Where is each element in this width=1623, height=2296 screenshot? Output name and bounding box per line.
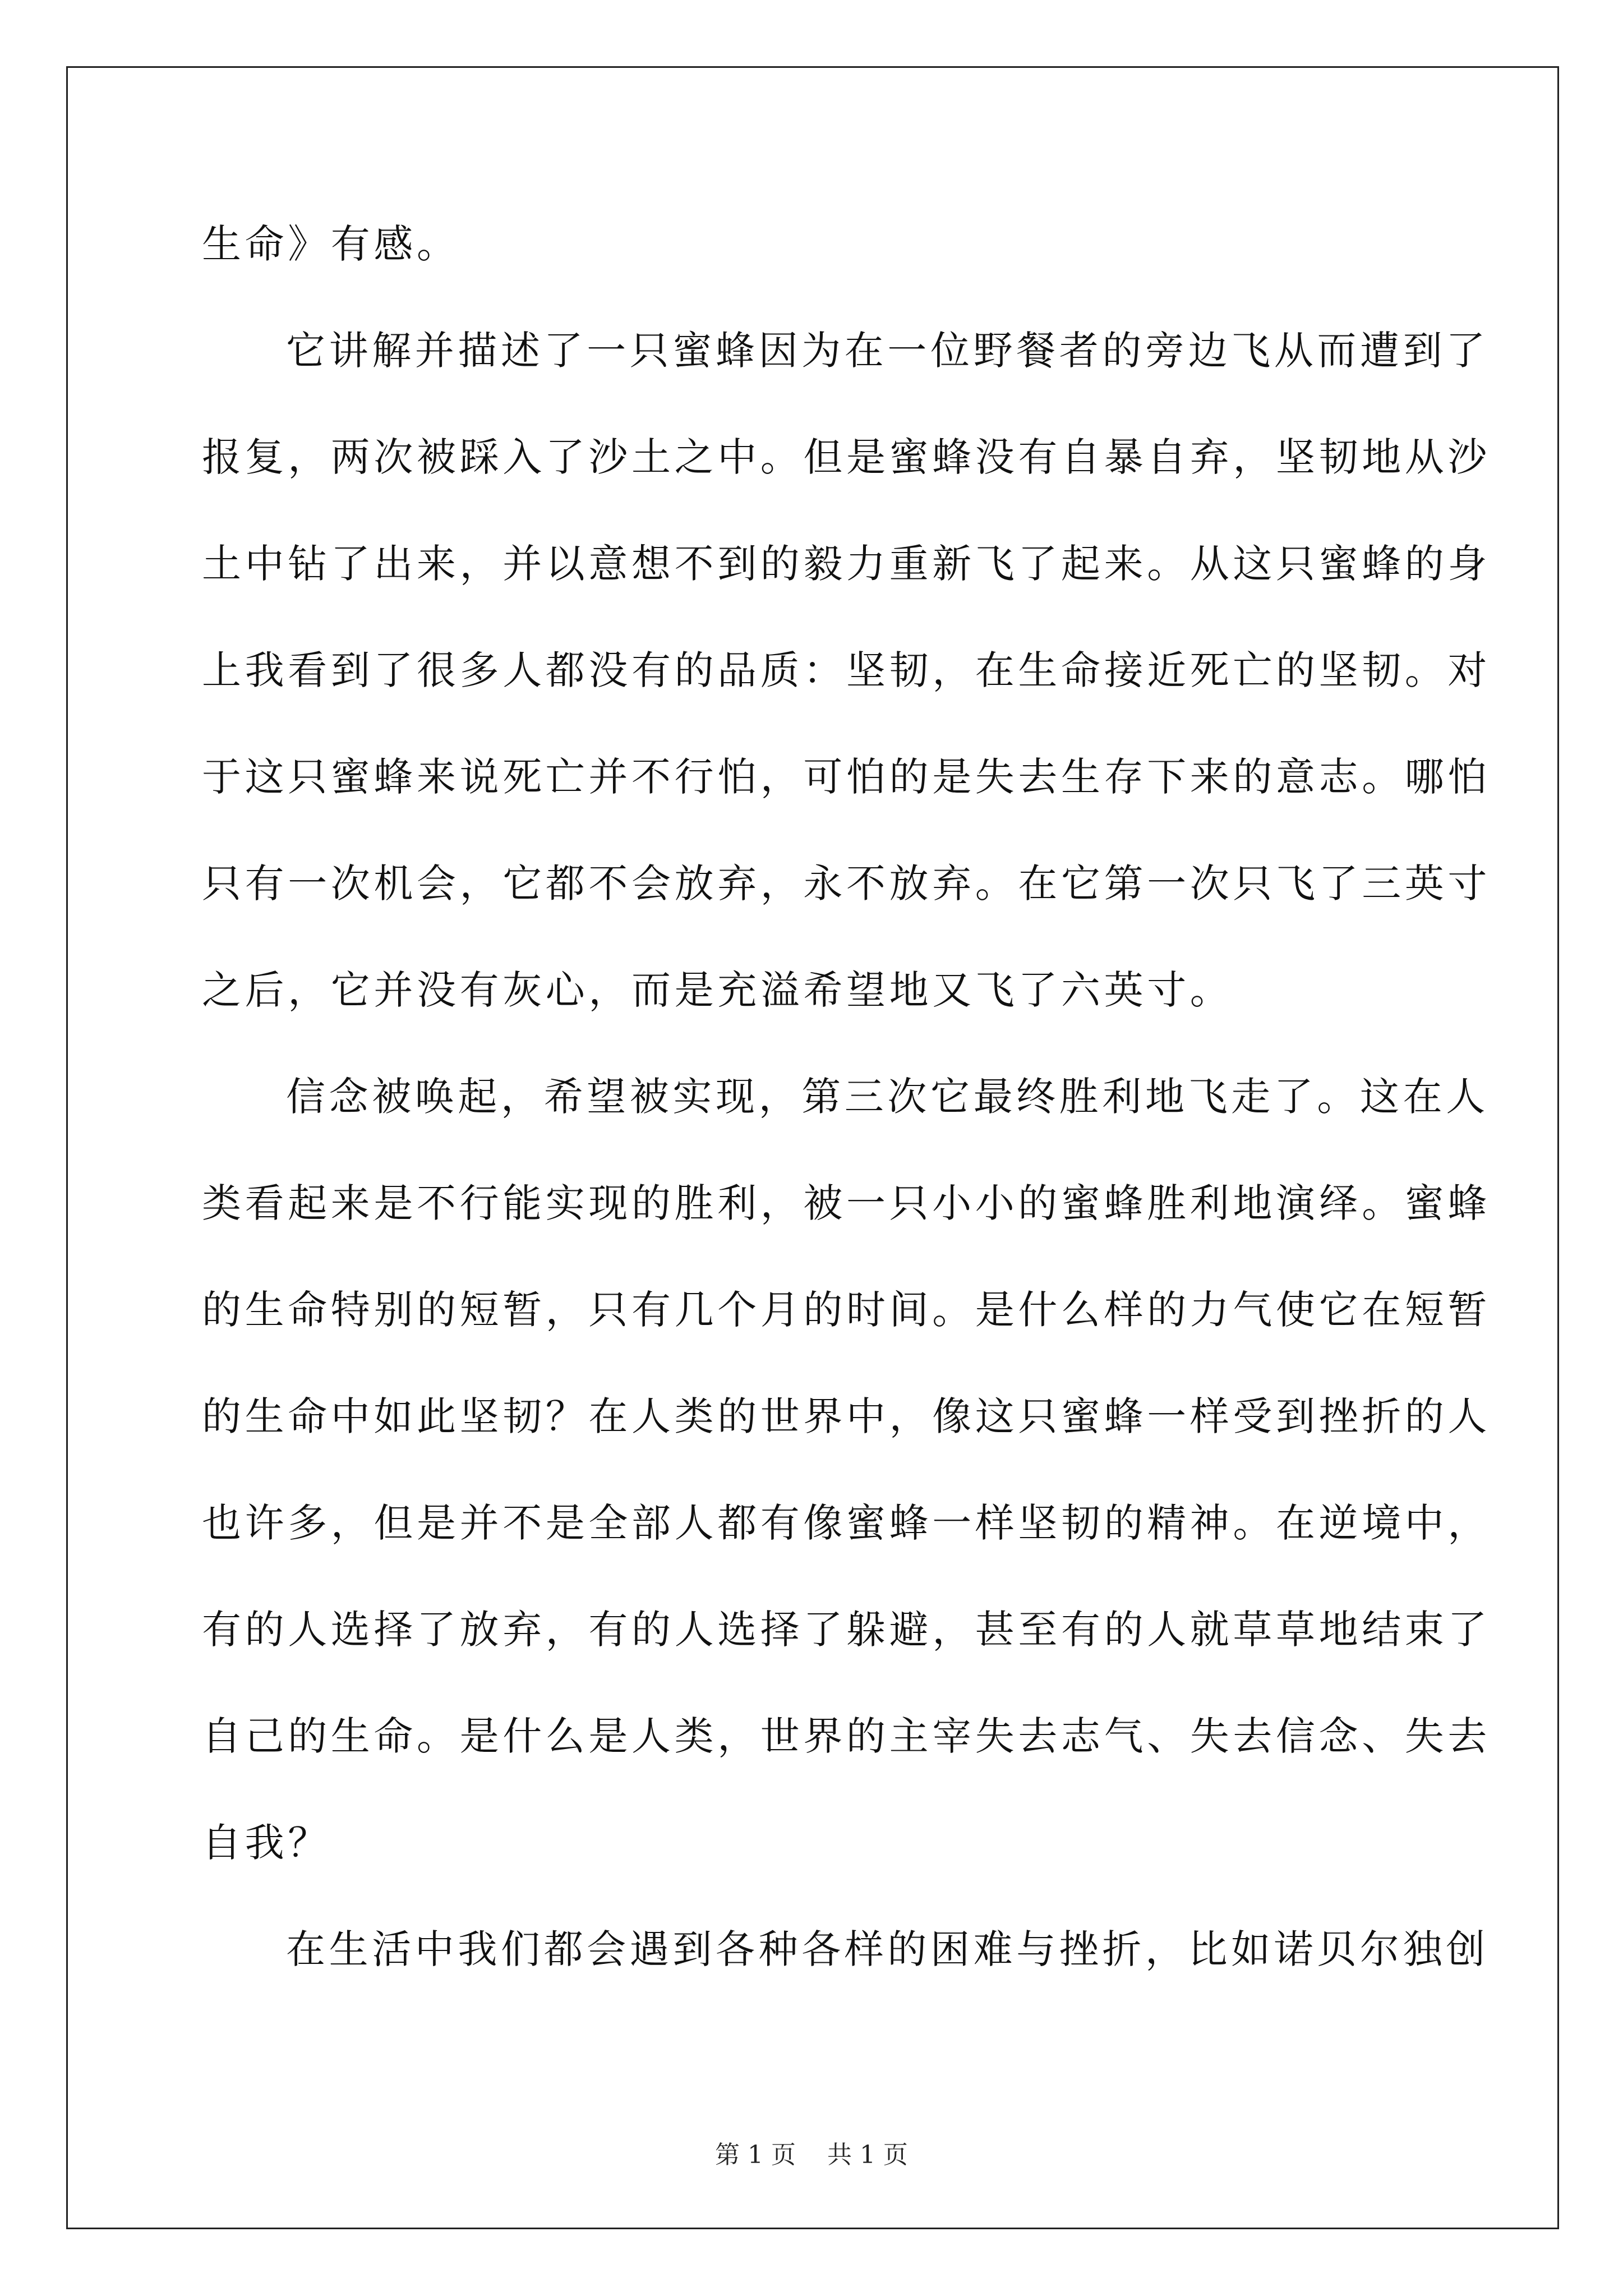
text-line: 自己的生命。是什么是人类，世界的主宰失去志气、失去信念、失去 <box>202 1713 1491 1759</box>
text-line: 上我看到了很多人都没有的品质：坚韧，在生命接近死亡的坚韧。对 <box>202 647 1491 693</box>
text-line: 类看起来是不行能实现的胜利，被一只小小的蜜蜂胜利地演绎。蜜蜂 <box>202 1180 1491 1226</box>
text-line: 在生活中我们都会遇到各种各样的困难与挫折，比如诺贝尔独创 <box>286 1926 1489 1972</box>
text-line: 自我？ <box>202 1820 331 1866</box>
text-line: 的生命中如此坚韧？在人类的世界中，像这只蜜蜂一样受到挫折的人 <box>202 1393 1491 1439</box>
text-line: 于这只蜜蜂来说死亡并不行怕，可怕的是失去生存下来的意志。哪怕 <box>202 754 1491 800</box>
text-line: 信念被唤起，希望被实现，第三次它最终胜利地飞走了。这在人 <box>286 1074 1489 1120</box>
page-footer: 第 1 页 共 1 页 <box>715 2141 908 2169</box>
text-line: 生命》有感。 <box>202 221 460 267</box>
text-line: 报复，两次被踩入了沙土之中。但是蜜蜂没有自暴自弃，坚韧地从沙 <box>202 434 1491 480</box>
text-line: 土中钻了出来，并以意想不到的毅力重新飞了起来。从这只蜜蜂的身 <box>202 541 1491 587</box>
text-line: 它讲解并描述了一只蜜蜂因为在一位野餐者的旁边飞从而遭到了 <box>286 328 1489 374</box>
text-line: 的生命特别的短暂，只有几个月的时间。是什么样的力气使它在短暂 <box>202 1287 1491 1333</box>
text-line: 只有一次机会，它都不会放弃，永不放弃。在它第一次只飞了三英寸 <box>202 861 1491 907</box>
text-line: 也许多，但是并不是全部人都有像蜜蜂一样坚韧的精神。在逆境中， <box>202 1500 1491 1546</box>
text-line: 之后，它并没有灰心，而是充溢希望地又飞了六英寸。 <box>202 967 1233 1013</box>
text-line: 有的人选择了放弃，有的人选择了躲避，甚至有的人就草草地结束了 <box>202 1607 1491 1653</box>
document-body <box>202 191 1491 2003</box>
